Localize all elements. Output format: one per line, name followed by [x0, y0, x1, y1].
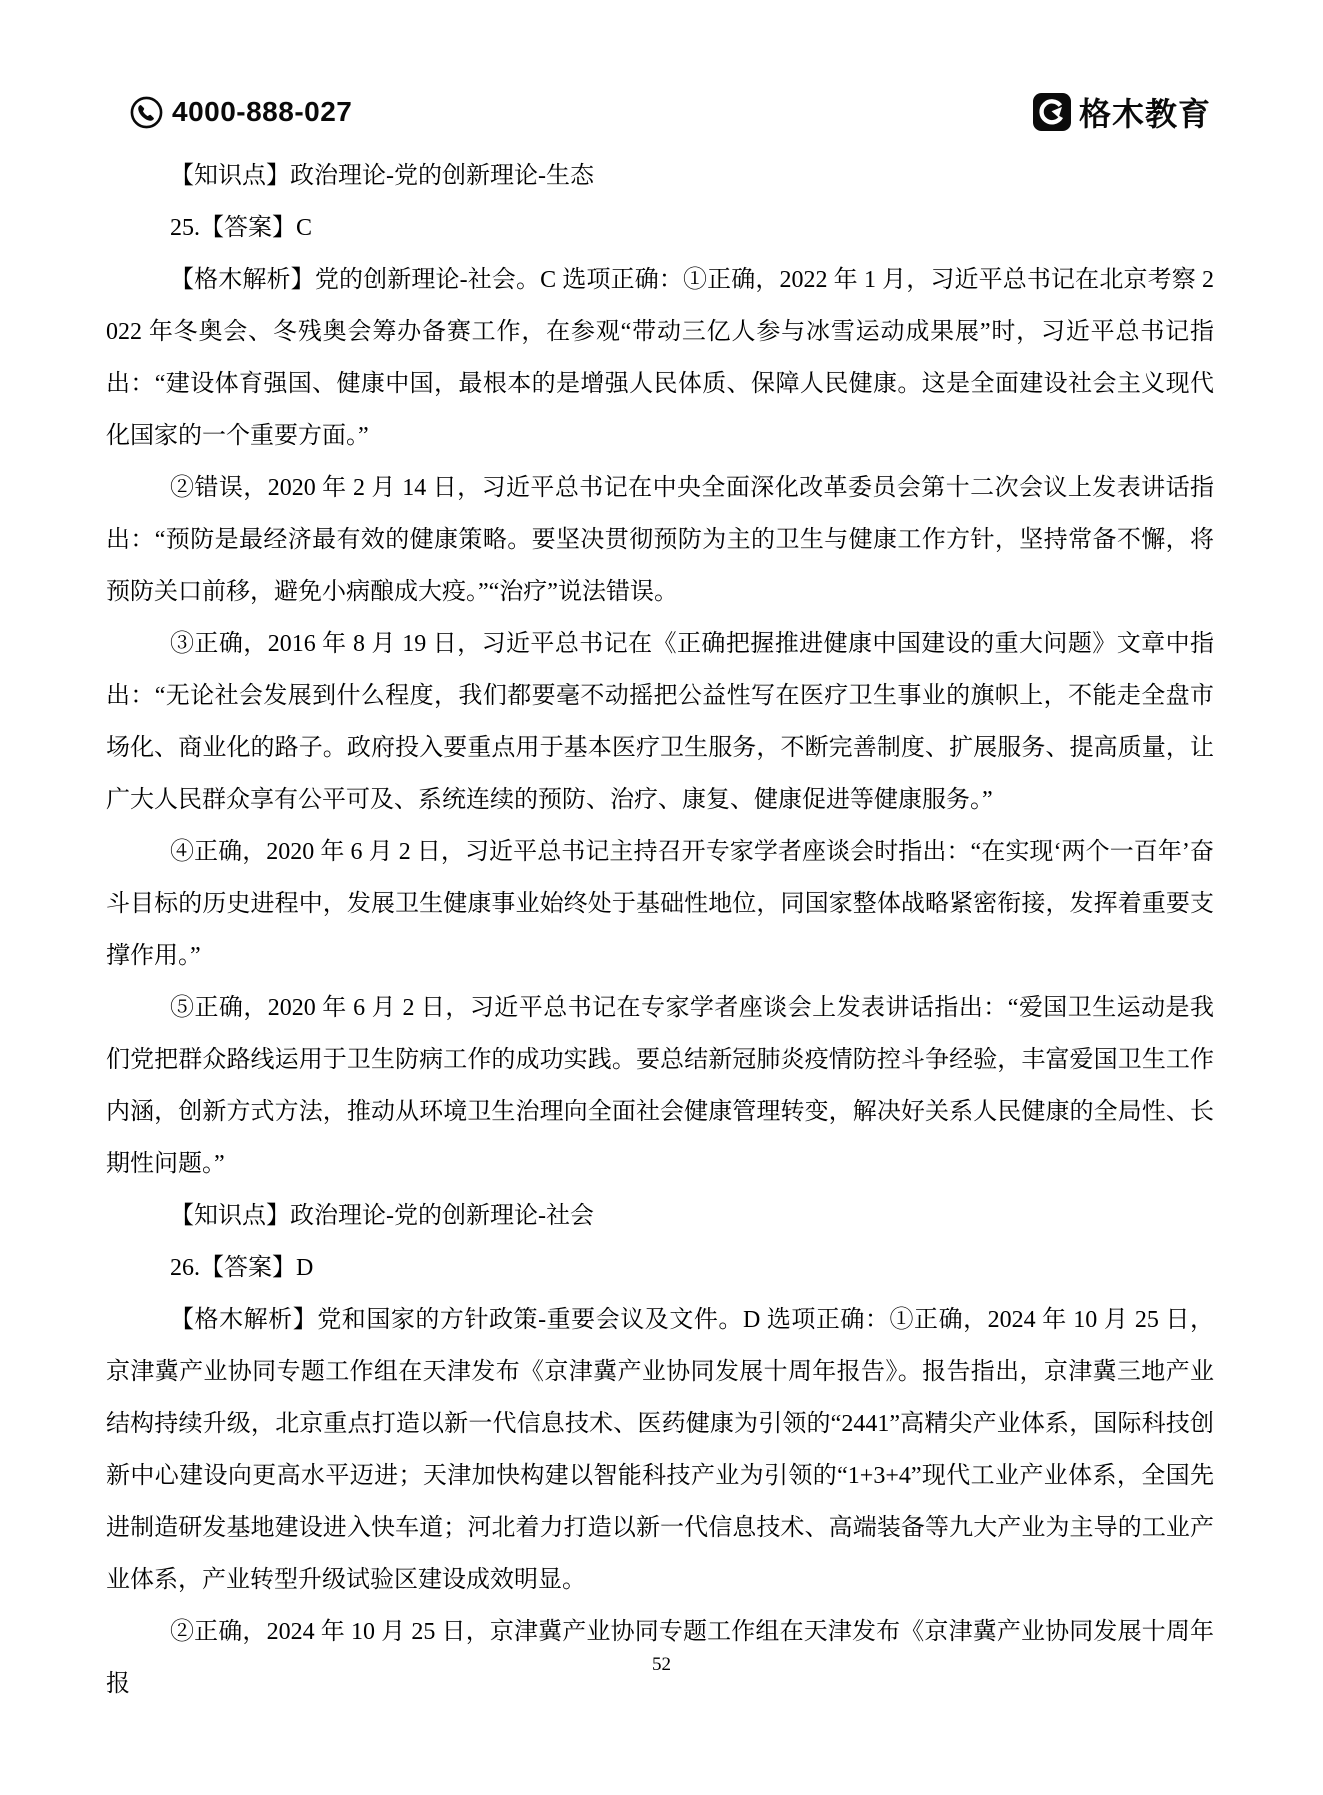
analysis-q25-point5: ⑤正确，2020 年 6 月 2 日，习近平总书记在专家学者座谈会上发表讲话指出：“爱国卫生运动是我们党把群众路线运用于卫生防病工作的成功实践。要总结新冠肺炎疫情防控斗争经验，丰富爱国卫生工作内涵，创新方式方法，推动从环境卫生治理向全面社会健康管理转变，解决好关系人民健康的全局性、长期性问题。” — [106, 995, 1214, 1177]
page-header — [130, 90, 1211, 134]
analysis-q26-point2: ②正确，2024 年 10 月 25 日，京津冀产业协同专题工作组在天津发布《京津冀产业协同发展十周年报 — [106, 1619, 1214, 1697]
phone-icon — [130, 96, 163, 129]
page-number: 52 — [652, 1654, 671, 1675]
phone-number: 4000-888-027 — [172, 96, 353, 127]
analysis-q26-point1: 【格木解析】党和国家的方针政策-重要会议及文件。D 选项正确：①正确，2024 年 10 月 25 日，京津冀产业协同专题工作组在天津发布《京津冀产业协同发展十周年报告》。报告指出，京津冀三地产业结构持续升级，北京重点打造以新一代信息技术、医药健康为引领的“2441”高精尖产业体系，国际科技创新中心建设向更高水平迈进；天津加快构建以智能科技产业为引领的“1+3+4”现代工业产业体系，全国先进制造研发基地建设进入快车道；河北着力打造以新一代信息技术、高端装备等九大产业为主导的工业产业体系，产业转型升级试验区建设成效明显。 — [106, 1307, 1214, 1593]
contact-phone — [130, 96, 352, 129]
knowledge-point-q25-end: 【知识点】政治理论-党的创新理论-社会 — [170, 1203, 594, 1229]
answer-q26: 26.【答案】D — [170, 1255, 314, 1281]
analysis-q25-point1: 【格木解析】党的创新理论-社会。C 选项正确：①正确，2022 年 1 月，习近平总书记在北京考察 2022 年冬奥会、冬残奥会筹办备赛工作，在参观“带动三亿人参与冰雪运动成果展”时，习近平总书记指出：“建设体育强国、健康中国，最根本的是增强人民体质、保障人民健康。这是全面建设社会主义现代化国家的一个重要方面。” — [106, 267, 1214, 449]
brand-name: 格木教育 — [1078, 96, 1211, 132]
analysis-q25-point2: ②错误，2020 年 2 月 14 日，习近平总书记在中央全面深化改革委员会第十二次会议上发表讲话指出：“预防是最经济最有效的健康策略。要坚决贯彻预防为主的卫生与健康工作方针，坚持常备不懈，将预防关口前移，避免小病酿成大疫。”“治疗”说法错误。 — [106, 475, 1214, 605]
brand — [1033, 89, 1211, 135]
knowledge-point-q25: 【知识点】政治理论-党的创新理论-生态 — [170, 163, 594, 189]
gemu-logo-icon — [1033, 93, 1071, 131]
answer-explanations — [106, 150, 1214, 1710]
analysis-q25-point3: ③正确，2016 年 8 月 19 日，习近平总书记在《正确把握推进健康中国建设的重大问题》文章中指出：“无论社会发展到什么程度，我们都要毫不动摇把公益性写在医疗卫生事业的旗帜上，不能走全盘市场化、商业化的路子。政府投入要重点用于基本医疗卫生服务，不断完善制度、扩展服务、提高质量，让广大人民群众享有公平可及、系统连续的预防、治疗、康复、健康促进等健康服务。” — [106, 631, 1214, 813]
analysis-q25-point4: ④正确，2020 年 6 月 2 日，习近平总书记主持召开专家学者座谈会时指出：“在实现‘两个一百年’奋斗目标的历史进程中，发展卫生健康事业始终处于基础性地位，同国家整体战略紧密衔接，发挥着重要支撑作用。” — [106, 839, 1214, 969]
page-footer — [0, 1654, 1323, 1676]
answer-q25: 25.【答案】C — [170, 215, 313, 241]
